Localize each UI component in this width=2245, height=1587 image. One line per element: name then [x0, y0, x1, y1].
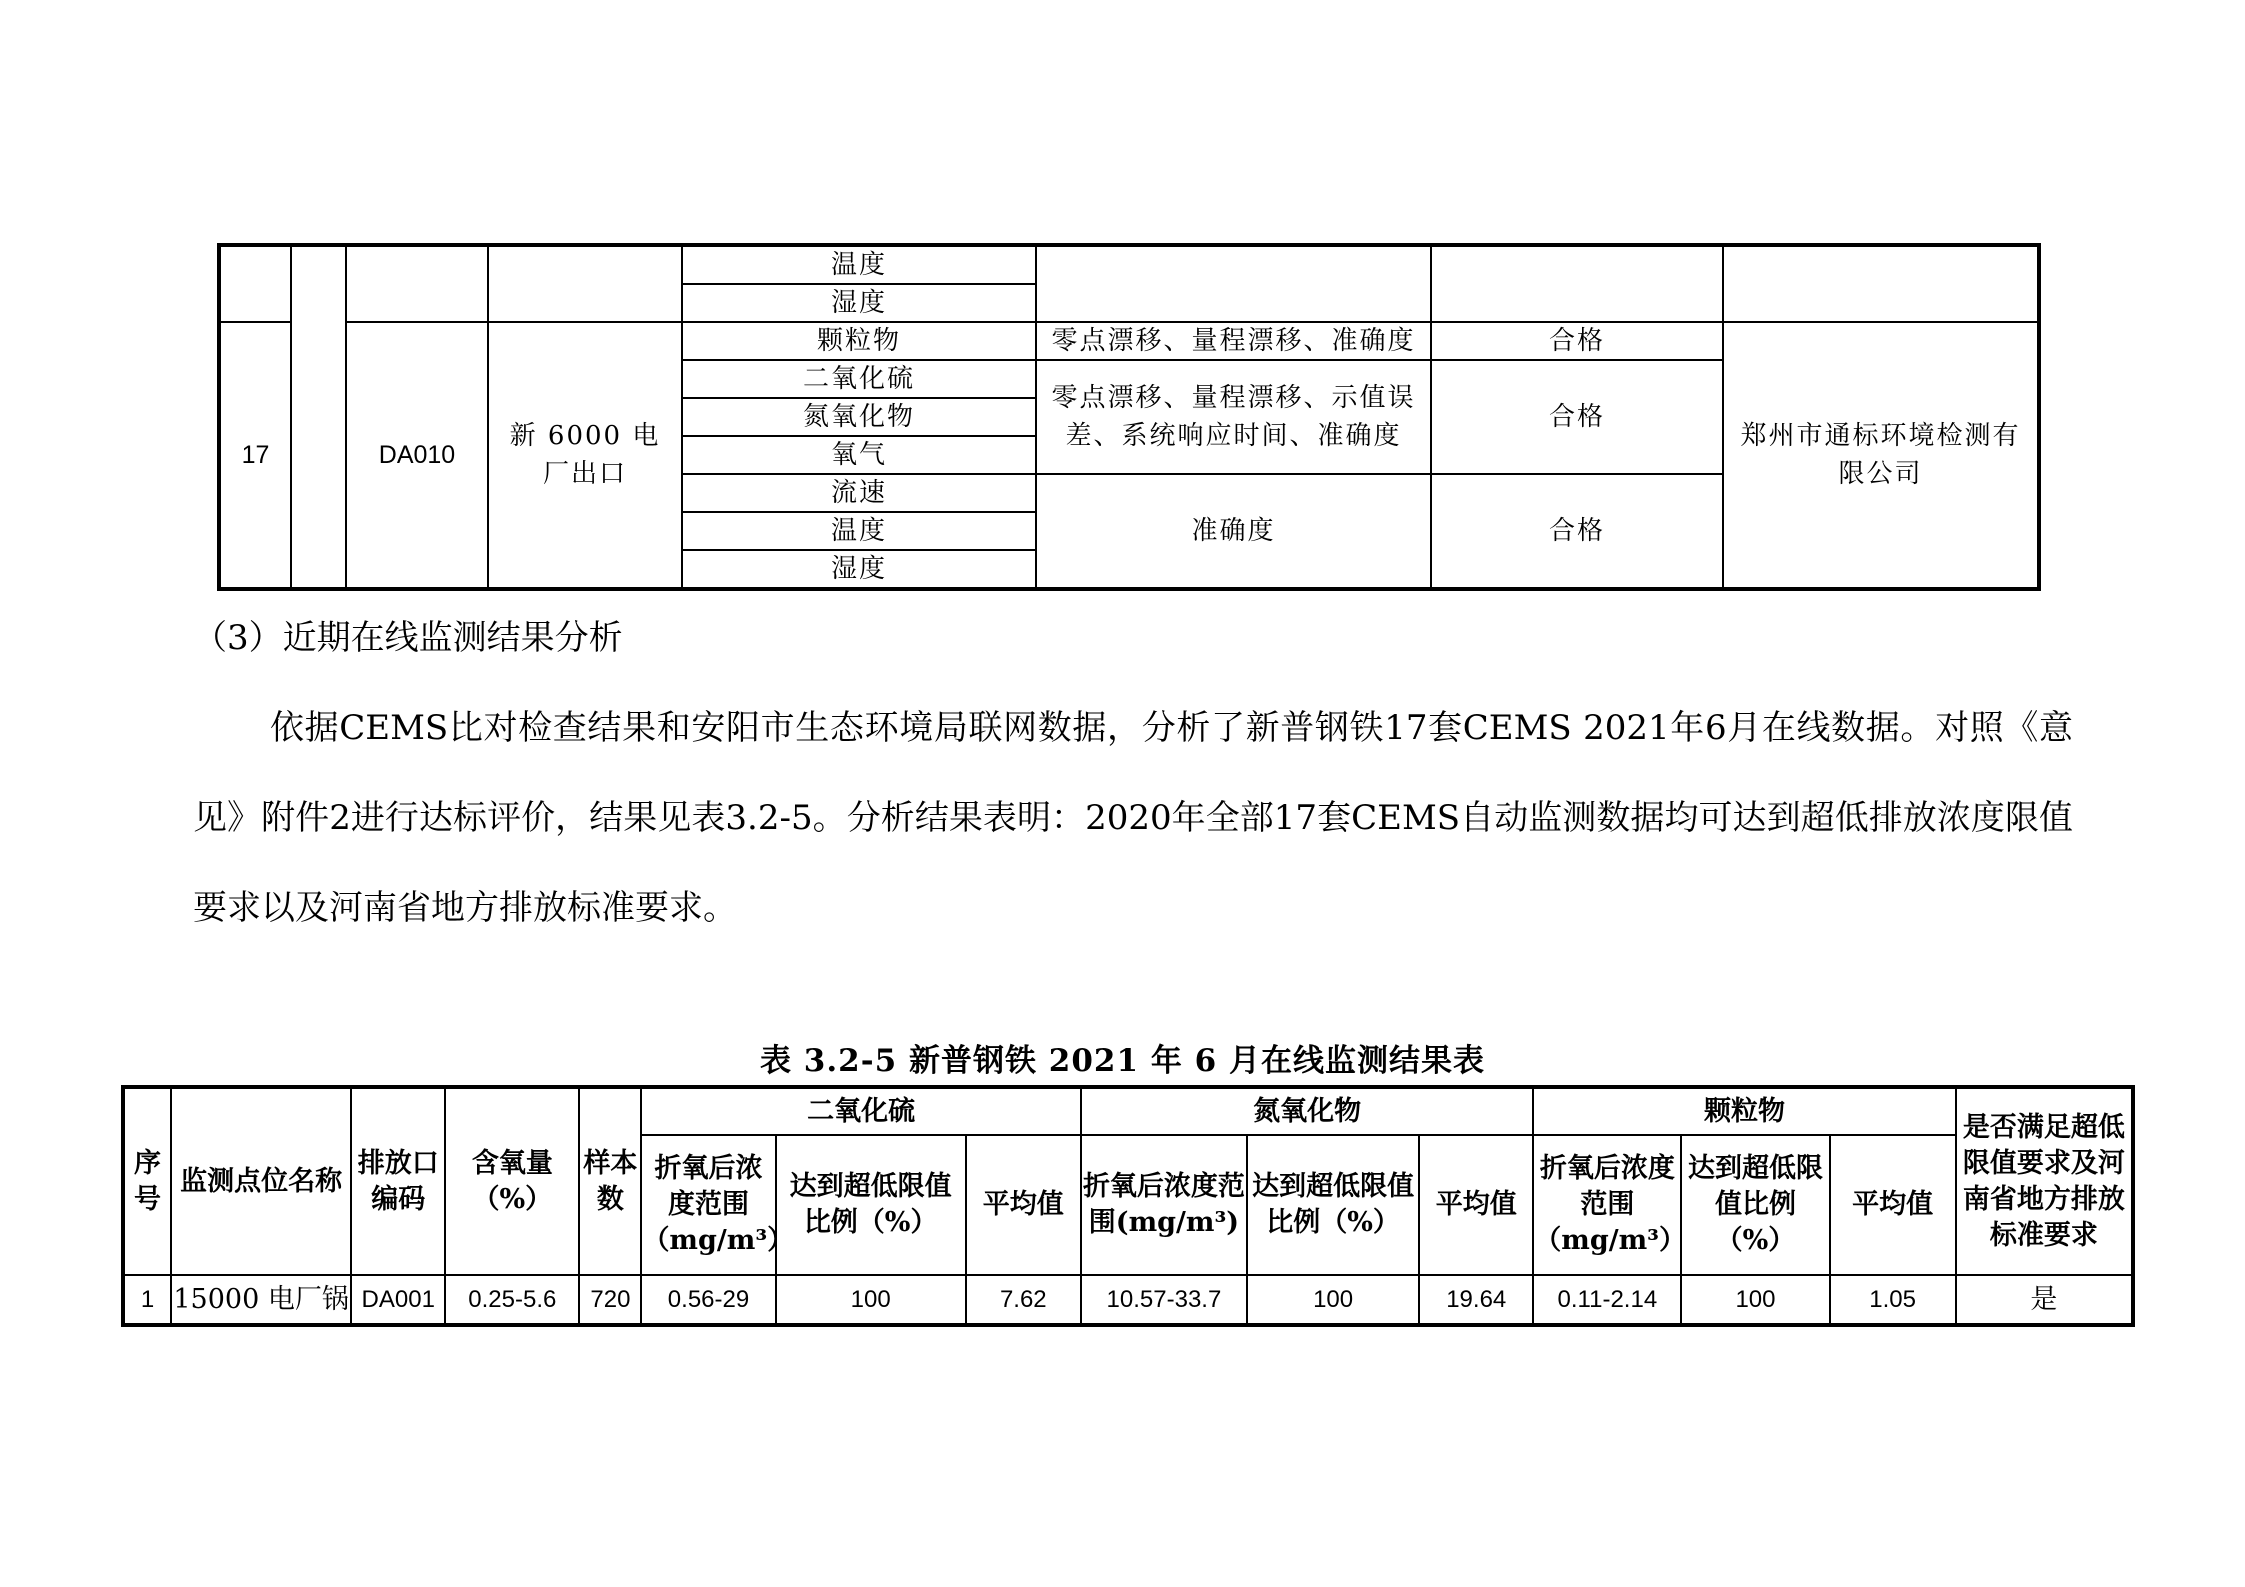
prev-agency-cell	[1723, 245, 2039, 322]
result-flow: 合格	[1431, 474, 1723, 589]
cell-code: DA001	[351, 1275, 445, 1325]
row-code: DA010	[346, 322, 488, 589]
prev-result-cell	[1431, 245, 1723, 322]
cell-so2-avg: 7.62	[966, 1275, 1081, 1325]
param-temperature: 温度	[682, 512, 1036, 550]
table-row	[123, 1275, 2133, 1325]
param-humidity: 湿度	[682, 550, 1036, 589]
th-so2: 二氧化硫	[641, 1087, 1080, 1135]
param-so2: 二氧化硫	[682, 360, 1036, 398]
cell-so2-ratio: 100	[776, 1275, 966, 1325]
th-pm-ratio: 达到超低限值比例（%）	[1681, 1135, 1829, 1275]
prev-location-cell	[488, 245, 682, 322]
cell-pm-ratio: 100	[1681, 1275, 1829, 1325]
row-index: 17	[219, 322, 291, 589]
section-heading: （3）近期在线监测结果分析	[193, 618, 623, 658]
cell-seq: 1	[123, 1275, 171, 1325]
th-oxygen: 含氧量（%）	[445, 1087, 579, 1275]
th-nox-range: 折氧后浓度范围(mg/m³)	[1081, 1135, 1247, 1275]
th-pm: 颗粒物	[1533, 1087, 1955, 1135]
th-so2-avg: 平均值	[966, 1135, 1081, 1275]
param-pm: 颗粒物	[682, 322, 1036, 360]
cell-pm-range: 0.11-2.14	[1533, 1275, 1681, 1325]
prev-param-humidity: 湿度	[682, 284, 1036, 322]
prev-index-cell	[219, 245, 291, 322]
param-nox: 氮氧化物	[682, 398, 1036, 436]
item-gas: 零点漂移、量程漂移、示值误差、系统响应时间、准确度	[1036, 360, 1431, 474]
cems-calibration-table	[217, 243, 2041, 591]
th-nox-ratio: 达到超低限值比例（%）	[1247, 1135, 1419, 1275]
online-monitoring-results-table	[121, 1085, 2135, 1327]
item-pm: 零点漂移、量程漂移、准确度	[1036, 322, 1431, 360]
th-seq: 序号	[123, 1087, 171, 1275]
th-code: 排放口编码	[351, 1087, 445, 1275]
th-samples: 样本数	[579, 1087, 641, 1275]
th-pm-range: 折氧后浓度范围（mg/m³）	[1533, 1135, 1681, 1275]
cell-nox-avg: 19.64	[1419, 1275, 1533, 1325]
table-caption: 表 3.2-5 新普钢铁 2021 年 6 月在线监测结果表	[760, 1043, 1485, 1079]
th-compliance: 是否满足超低限值要求及河南省地方排放标准要求	[1956, 1087, 2133, 1275]
cell-pm-avg: 1.05	[1830, 1275, 1956, 1325]
cell-name: 15000 电厂锅	[171, 1275, 351, 1325]
row-agency: 郑州市通标环境检测有限公司	[1723, 322, 2039, 589]
cell-oxygen: 0.25-5.6	[445, 1275, 579, 1325]
cell-so2-range: 0.56-29	[641, 1275, 775, 1325]
param-oxygen: 氧气	[682, 436, 1036, 474]
cell-nox-range: 10.57-33.7	[1081, 1275, 1247, 1325]
row-location: 新 6000 电厂出口	[488, 322, 682, 589]
result-pm: 合格	[1431, 322, 1723, 360]
th-name: 监测点位名称	[171, 1087, 351, 1275]
th-so2-range: 折氧后浓度范围（mg/m³）	[641, 1135, 775, 1275]
th-pm-avg: 平均值	[1830, 1135, 1956, 1275]
th-nox: 氮氧化物	[1081, 1087, 1533, 1135]
analysis-paragraph: 依据CEMS比对检查结果和安阳市生态环境局联网数据，分析了新普钢铁17套CEMS 2021年6月在线数据。对照《意见》附件2进行达标评价，结果见表3.2-5。分析结果表明：2020年全部17套CEMS自动监测数据均可达到超低排放浓度限值要求以及河南省地方排放标准要求。	[193, 708, 2073, 928]
param-flow: 流速	[682, 474, 1036, 512]
prev-item-cell	[1036, 245, 1431, 322]
cell-compliance: 是	[1956, 1275, 2133, 1325]
th-so2-ratio: 达到超低限值比例（%）	[776, 1135, 966, 1275]
cell-samples: 720	[579, 1275, 641, 1325]
prev-param-temperature: 温度	[682, 245, 1036, 284]
th-nox-avg: 平均值	[1419, 1135, 1533, 1275]
prev-code-cell	[346, 245, 488, 322]
group-cell	[291, 245, 346, 589]
result-gas: 合格	[1431, 360, 1723, 474]
item-flow: 准确度	[1036, 474, 1431, 589]
cell-nox-ratio: 100	[1247, 1275, 1419, 1325]
